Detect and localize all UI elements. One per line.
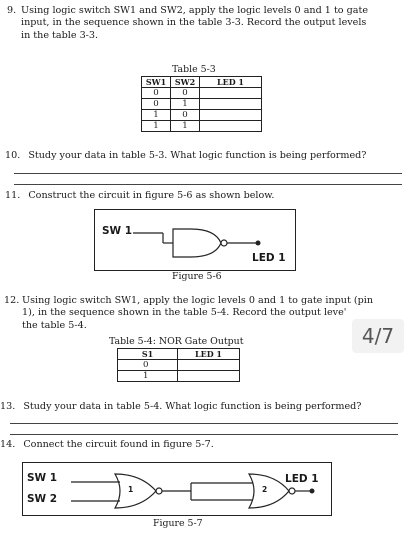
answer-line[interactable] (10, 423, 398, 424)
gate-1-symbol (115, 474, 156, 508)
figure-5-6-caption: Figure 5-6 (172, 271, 222, 282)
table-cell-answer[interactable] (200, 99, 262, 110)
table-cell: 1 (171, 99, 200, 110)
question-9-number: 9. (7, 5, 17, 16)
table-row (142, 110, 262, 121)
question-14-text: Connect the circuit found in figure 5-7. (23, 439, 214, 450)
question-13 (0, 401, 403, 413)
table-cell: 1 (171, 121, 200, 132)
led-terminal-dot (310, 489, 315, 494)
question-9-line-2: input, in the sequence shown in the table 3-3. Record the output levels (21, 17, 367, 29)
table-5-3 (141, 76, 262, 132)
table-cell-answer[interactable] (200, 110, 262, 121)
question-14-number: 14. (0, 439, 16, 450)
answer-line[interactable] (14, 173, 402, 174)
table-cell: 1 (142, 121, 171, 132)
question-12-line-3: the table 5-4. (22, 319, 87, 331)
table-cell: 0 (142, 88, 171, 99)
table-cell: 1 (118, 371, 178, 382)
question-11-number: 11. (5, 190, 21, 201)
table-cell: 0 (171, 110, 200, 121)
table-row (118, 360, 240, 371)
table-header-led1: LED 1 (200, 77, 262, 88)
table-row (142, 121, 262, 132)
page-counter-badge: 4/7 (352, 319, 404, 353)
question-11 (5, 190, 403, 202)
gate-2-symbol (249, 474, 289, 508)
table-cell: 0 (171, 88, 200, 99)
question-10-text: Study your data in table 5-3. What logic function is being performed? (28, 150, 367, 161)
led-terminal-dot (256, 241, 261, 246)
table-5-4-caption: Table 5-4: NOR Gate Output (109, 336, 244, 347)
figure-5-7-input-2-label: SW 2 (27, 493, 58, 505)
question-9-line-3: in the table 3-3. (21, 29, 99, 41)
nor-not-gate-circuit (23, 463, 331, 515)
figure-5-6-output-label: LED 1 (252, 252, 286, 264)
table-cell-answer[interactable] (200, 121, 262, 132)
question-14 (0, 439, 403, 451)
question-9-line-1: Using logic switch SW1 and SW2, apply the logic levels 0 and 1 to gate (21, 5, 369, 16)
table-cell-answer[interactable] (178, 371, 240, 382)
table-cell-answer[interactable] (200, 88, 262, 99)
figure-5-6-input-label: SW 1 (102, 225, 133, 237)
question-12-line-2: 1), in the sequence shown in the table 5-4. Record the output leve' (22, 307, 347, 319)
question-12-number: 12. (4, 295, 20, 306)
table-5-4 (117, 348, 240, 382)
answer-line[interactable] (14, 184, 402, 185)
table-cell: 0 (118, 360, 178, 371)
table-cell: 1 (142, 110, 171, 121)
table-row (142, 99, 262, 110)
table-header-s1: S1 (118, 349, 178, 360)
figure-5-7-gate-2-label: 2 (262, 485, 268, 494)
table-5-3-caption: Table 5-3 (172, 64, 216, 75)
figure-5-7-caption: Figure 5-7 (153, 518, 203, 529)
figure-5-7-frame (22, 462, 332, 516)
table-row (142, 88, 262, 99)
table-cell-answer[interactable] (178, 360, 240, 371)
question-13-text: Study your data in table 5-4. What logic function is being performed? (23, 401, 362, 412)
table-header-sw2: SW2 (171, 77, 200, 88)
question-10 (5, 150, 403, 162)
table-header-row (118, 349, 240, 360)
table-header-led1: LED 1 (178, 349, 240, 360)
table-row (118, 371, 240, 382)
question-13-number: 13. (0, 401, 16, 412)
question-12-line-1: Using logic switch SW1, apply the logic levels 0 and 1 to gate input (pin (22, 295, 374, 306)
table-header-sw1: SW1 (142, 77, 171, 88)
figure-5-7-input-1-label: SW 1 (27, 472, 58, 484)
gate-symbol (173, 229, 221, 257)
figure-5-7-output-label: LED 1 (285, 473, 319, 485)
figure-5-6-frame (94, 209, 296, 271)
question-10-number: 10. (5, 150, 21, 161)
answer-line[interactable] (10, 434, 398, 435)
figure-5-7-gate-1-label: 1 (128, 485, 134, 494)
table-header-row (142, 77, 262, 88)
table-cell: 0 (142, 99, 171, 110)
question-11-text: Construct the circuit in figure 5-6 as shown below. (28, 190, 275, 201)
